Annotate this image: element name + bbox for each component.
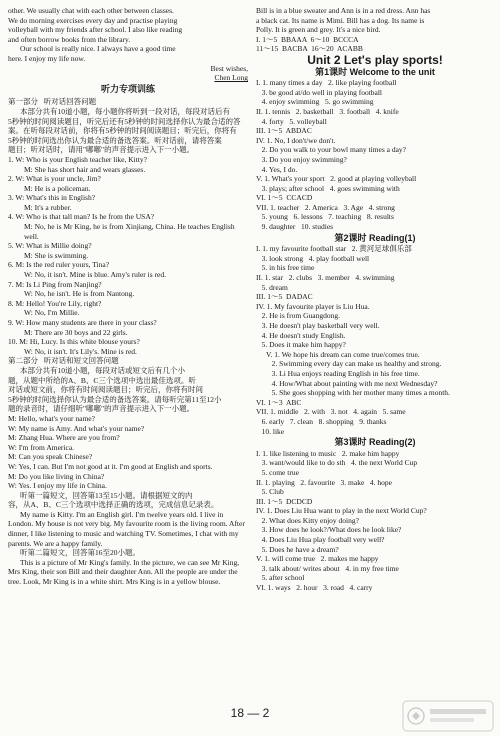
answer-line: III. 1～5 DADAC [256,292,313,302]
instruction-line: 对话或短文前，你将有时间阅读题目；听完后，你将有时间 [8,385,203,395]
answer-line: I. 1. like listening to music 2. make him happy [256,448,400,458]
answer-line: VI. 1～3 ABC [256,397,302,407]
signoff: Best wishes, [210,63,248,73]
text-line: volleyball with my friends after school. I also like reading [8,25,183,35]
answer-row: 11～15 BACBA 16～20 ACABB [256,44,363,54]
watermark-logo-icon [402,700,494,732]
answer-line: 4. How/What about painting with me next Wednesday? [266,378,438,388]
answer-line: 2. What does Kitty enjoy doing? [256,515,359,525]
answer-line: 3. want/would like to do sth 4. the next World Cup [256,458,418,468]
dialogue-line: W: Yes. I enjoy my life in China. [8,481,107,491]
lesson-title: 第2课时 Reading(1) [334,232,416,243]
answer-line: IV. 1. Does Liu Hua want to play in the next World Cup? [256,506,427,516]
dialogue-item: 9. W: How many students are there in your class? M: There are 30 boys and 22 girls. [8,318,157,337]
right-column [256,6,494,593]
text-line: Our school is really nice. I always have a good time [20,44,176,54]
answer-line: 5. after school [256,573,305,583]
page-number: 18 — 2 [230,706,270,720]
answer-line: 4. Yes, I do. [256,164,298,174]
dialogue-2 [8,414,248,491]
answer-line: V. 1. What's your sport 2. good at playing volleyball [256,174,417,184]
answer-line: 3. He doesn't play basketball very well. [256,321,380,330]
unit-title: Unit 2 Let's play sports! [307,52,443,67]
answer-line: I. 1. many times a day 2. like playing football [256,78,397,88]
answer-row: I. 1～5 BBAAA 6～10 BCCCA [256,34,359,44]
answer-line: 4. enjoy swimming 5. go swimming [256,97,374,107]
answer-line: II. 1. playing 2. favourite 3. make 4. hope [256,477,393,487]
answer-line: 5. young 6. lessons 7. teaching 8. results [256,212,394,222]
section-title: 听力专项训练 [100,84,155,95]
dialogue-item: 5. W: What is Millie doing? M: She is swimming. [8,241,92,260]
instruction-line: 题目；听对话时，请用"嘟嘟"的声音提示进入下一小题。 [8,145,195,155]
instruction-line: 题，从题中所给的A、B、C三个选项中选出最佳选项。听 [8,375,196,385]
answer-line: I. 1. my favourite football star 2. 黄河足球俱乐部 [256,244,412,254]
dialogue-item: 10. M: Hi, Lucy. Is this white blouse yours? W: No, it isn't. It's Lily's. Mine is red. [8,337,140,356]
answer-line: 5. Does it make him happy? [256,340,346,350]
instruction-line: 5秒钟的时间选择你认为最合适的备选答案。请每听完第11至12小 [8,394,222,404]
intro-lines [8,6,248,64]
answer-line: VII. 1. teacher 2. America 3. Age 4. strong [256,202,395,212]
answer-line: VI. 1. ways 2. hour 3. road 4. carry [256,583,373,593]
answer-line: VII. 1. middle 2. with 3. not 4. again 5. same [256,407,406,417]
answer-line: II. 1. tennis 2. basketball 3. football 4. knife [256,106,399,116]
dialogue-item: 7. M: Is Li Ping from Nanjing? W: No, he isn't. He is from Nantong. [8,279,135,299]
text-line: a black cat. Its name is Mimi. Bill has a dog. Its name is [256,15,425,25]
text-line: and often borrow books from the library. [8,34,131,44]
answer-line: 3. plays; after school 4. goes swimming with [256,183,400,193]
answer-line: III. 1～5 DCDCD [256,496,313,506]
answer-line: 3. look strong 4. play football well [256,253,370,263]
answer-line: III. 1～5 ABDAC [256,126,312,136]
dialogue-list [8,155,248,356]
lesson3-answers [256,449,494,593]
answer-line: V. 1. We hope his dream can come true/comes true. [266,349,420,359]
part-heading: 第二部分 听对话和短文回答问题 [8,356,119,366]
dialogue-line: M: Do you like living in China? [8,471,105,481]
dialogue-line: M: Can you speak Chinese? [8,452,93,462]
answer-line: VI. 1～5 CCACD [256,193,313,203]
signature-name: Chen Long [214,73,248,83]
part1-instructions [8,107,248,155]
instruction-line: 容，从A、B、C三个选项中选择正确的选项，完成信息记录表。 [8,500,219,510]
answer-line: 6. early 7. clean 8. shopping 9. thanks [256,416,387,426]
answer-line: IV. 1. No, I don't/we don't. [256,135,336,145]
part2-instructions [8,366,248,414]
passage-2: This is a picture of Mr King's family. In the picture, we can see Mr King, Mrs King, their son Bill and their daughter Ann. All the people are under the tree. Look, Mr King is in a white shirt. Mrs King is in a yellow blouse. [8,557,240,587]
instruction-line: 案。在听每段对话前，你将有5秒钟的时间阅读题目；听完后，你将有 [8,126,237,136]
answer-line: 2. Do you walk to your bowl many times a day? [256,145,406,155]
answer-line: 2. Swimming every day can make us healthy and strong. [266,359,442,369]
answer-line: 2. He is from Guangdong. [256,311,340,321]
dialogue-item: 1. W: Who is your English teacher like, Kitty? M: She has short hair and wears glasses. [8,154,148,174]
answer-line: 10. like [256,426,285,436]
dialogue-item: 3. W: What's this in English? M: It's a rubber. [8,193,96,212]
answer-line: 5. in his free time [256,263,315,273]
text-line: Polly. It is green and grey. It's a nice bird. [256,25,381,35]
answer-line: 5. Club [256,487,284,497]
dialogue-line: W: I'm from America. [8,442,75,452]
instruction-line: 题的录音时，请仔细听"嘟嘟"的声音提示进入下一小题。 [8,404,195,414]
dialogue-line: W: My name is Amy. And what's your name? [8,423,145,433]
lesson-title: 第1课时 Welcome to the unit [315,66,435,77]
answer-line: 4. forty 5. volleyball [256,116,327,126]
dialogue-line: W: Yes, I can. But I'm not good at it. I'm good at English and sports. [8,461,213,471]
answer-line: 5. come true [256,467,299,477]
lesson2-answers [256,244,494,436]
instruction-line: 5秒钟的时间选出你认为最合适的备选答案。听对话前，请将答案 [8,135,222,145]
dialogue-item: 6. M: Is the red ruler yours, Tina? W: No, it isn't. Mine is blue. Amy's ruler is red. [8,260,166,280]
answer-line: 5. dream [256,282,288,292]
instruction-line: 听第二篇短文，回答第16至20小题。 [20,548,140,558]
dialogue-item: 2. W: What is your uncle, Jim? M: He is a policeman. [8,174,101,193]
answer-line: V. 1. will come true 2. makes me happy [256,554,379,564]
instruction-line: 本部分共有10道小题，每段对话或短文后有几个小 [20,365,185,375]
answer-line: 3. How does he look?/What does he look like? [256,525,402,535]
instruction-line: 5秒钟的时间阅读题目，听完后还有5秒钟的时间选择你认为最合适的答 [8,116,241,126]
lesson-title: 第3课时 Reading(2) [334,437,416,448]
instruction-line: 本部分共有10道小题，每小题你将听到一段对话，每段对话后有 [20,106,230,116]
passage-1: My name is Kitty. I'm an English girl. I'm twelve years old. I live in London. My house is not very big. My favourite room is the living room. After dinner, I like listening to music and watching TV. Sometimes, I chat with my parents. We are a happy family. [8,509,245,548]
lesson1-answers [256,78,494,232]
answer-line: IV. 1. My favourite player is Liu Hua. [256,301,370,311]
dialogue-line: M: Zhang Hua. Where are you from? [8,433,120,443]
text-line: other. We usually chat with each other between classes. [8,6,174,15]
answer-line: 3. Li Hua enjoys reading English in his free time. [266,368,420,378]
dialogue-line: M: Hello, what's your name? [8,413,95,423]
answer-line: 9. daughter 10. studies [256,222,334,232]
left-column [8,6,248,587]
text-line: here. I enjoy my life now. [8,53,86,63]
answer-line: 3. Do you enjoy swimming? [256,154,347,164]
answer-line: II. 1. star 2. clubs 3. member 4. swimming [256,273,395,283]
answer-line: 4. He doesn't study English. [256,330,346,340]
instruction-line: 听第一篇短文，回答第13至15小题。请根据短文的内 [20,490,193,500]
text-line: Bill is in a blue sweater and Ann is in a red dress. Ann has [256,6,431,15]
text-line: We do morning exercises every day and practise playing [8,15,178,25]
answer-line: 3. talk about/ writes about 4. in my free time [256,563,399,573]
answer-line: 5. She goes shopping with her mother many times a month. [266,388,450,398]
answer-line: 5. Does he have a dream? [256,544,339,554]
dialogue-item: 4. W: Who is that tall man? Is he from the USA? M: No, he is Mr King, he is from Xinjiang, China. He teaches English well. [8,212,237,241]
part-heading: 第一部分 听对话回答问题 [8,97,97,107]
answer-line: 3. be good at/do well in playing football [256,87,383,97]
answer-line: 4. Does Liu Hua play football very well? [256,535,385,545]
dialogue-item: 8. M: Hello! You're Lily, right? W: No, I'm Millie. [8,298,102,318]
